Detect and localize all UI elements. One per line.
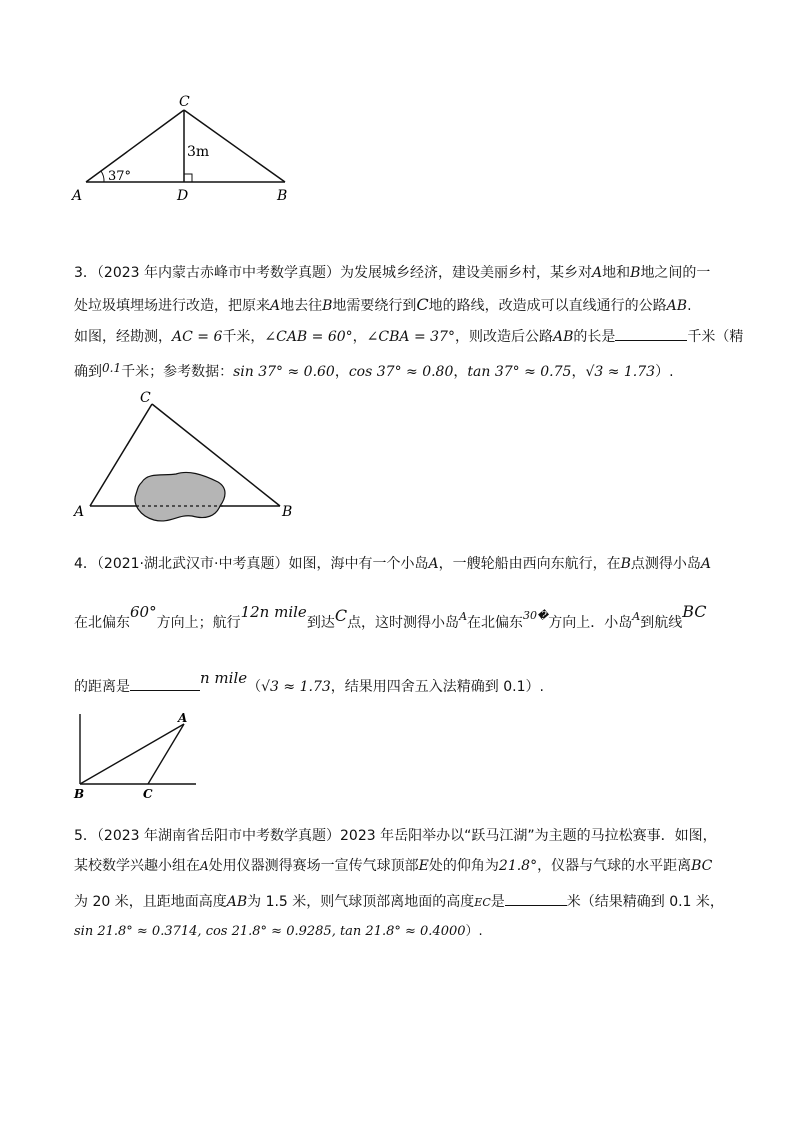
edge-ac bbox=[86, 110, 184, 182]
q4-line-2: 在北偏东60°方向上；航行12n mile到达C点，这时测得小岛$^A$在北偏东$^{30�}$方向上．小岛$^A$到航线BC bbox=[74, 602, 707, 631]
label-b: B bbox=[277, 188, 288, 204]
q3-number: 3． bbox=[74, 265, 97, 281]
q4-source: （2021·湖北武汉市·中考真题） bbox=[96, 556, 289, 572]
q3-line-1: 3．（2023 年内蒙古赤峰市中考数学真题）为发展城乡经济，建设美丽乡村，某乡对A地和B地之间的一 bbox=[74, 265, 711, 281]
figure-q3 bbox=[66, 384, 306, 529]
label-c: C bbox=[143, 787, 153, 801]
label-height: 3m bbox=[187, 144, 210, 160]
line-ca bbox=[148, 724, 184, 784]
label-angle: 37° bbox=[108, 169, 132, 184]
q5-number: 5． bbox=[74, 828, 97, 844]
q3-line-2: 处垃圾填埋场进行改造，把原来A地去往B地需要绕行到C地的路线，改造成可以直线通行的公路AB. bbox=[74, 295, 692, 314]
label-c: C bbox=[140, 390, 151, 406]
q4-number: 4． bbox=[74, 556, 97, 572]
q4-answer-blank[interactable] bbox=[130, 676, 200, 691]
q3-line-4: 确到0.1千米；参考数据：sin 37° ≈ 0.60，cos 37° ≈ 0.80，tan 37° ≈ 0.75，√3 ≈ 1.73）. bbox=[74, 361, 674, 380]
q5-line-1: 5．（2023 年湖南省岳阳市中考数学真题）2023 年岳阳举办以“跃马江湖”为主题的马拉松赛事．如图， bbox=[74, 828, 717, 844]
figure-triangle-top bbox=[60, 90, 310, 210]
figure-q4 bbox=[68, 706, 208, 802]
q3-line-3: 如图，经勘测，AC = 6千米，∠CAB = 60°，∠CBA = 37°，则改造后公路AB的长是 千米（精 bbox=[74, 326, 743, 347]
q3-source: （2023 年内蒙古赤峰市中考数学真题） bbox=[96, 265, 341, 281]
q5-line-4: sin 21.8° ≈ 0.3714, cos 21.8° ≈ 0.9285, tan 21.8° ≈ 0.4000）. bbox=[74, 924, 483, 939]
q5-source: （2023 年湖南省岳阳市中考数学真题） bbox=[96, 828, 341, 844]
right-angle-mark bbox=[184, 174, 192, 182]
q5-line-3: 为 20 米，且距地面高度AB为 1.5 米，则气球顶部离地面的高度EC是 米（结果精确到 0.1 米， bbox=[74, 891, 724, 913]
q5-answer-blank[interactable] bbox=[505, 891, 567, 906]
label-b: B bbox=[282, 504, 293, 520]
label-b: B bbox=[74, 787, 85, 801]
q3-answer-blank[interactable] bbox=[615, 326, 687, 341]
line-ba bbox=[80, 724, 184, 784]
q4-line-1: 4．（2021·湖北武汉市·中考真题）如图，海中有一个小岛A，一艘轮船由西向东航行，在B点测得小岛A bbox=[74, 556, 711, 572]
angle-arc bbox=[101, 171, 104, 182]
label-a: A bbox=[72, 188, 83, 204]
label-c: C bbox=[179, 94, 190, 110]
label-a: A bbox=[178, 711, 188, 725]
label-a: A bbox=[74, 504, 85, 520]
landfill-blob bbox=[135, 472, 225, 521]
q4-line-3: 的距离是 n mile（√3 ≈ 1.73，结果用四舍五入法精确到 0.1）. bbox=[74, 669, 544, 695]
label-d: D bbox=[177, 188, 189, 204]
q5-line-2: 某校数学兴趣小组在A处用仪器测得赛场一宣传气球顶部E处的仰角为21.8°，仪器与气球的水平距离BC bbox=[74, 858, 713, 874]
